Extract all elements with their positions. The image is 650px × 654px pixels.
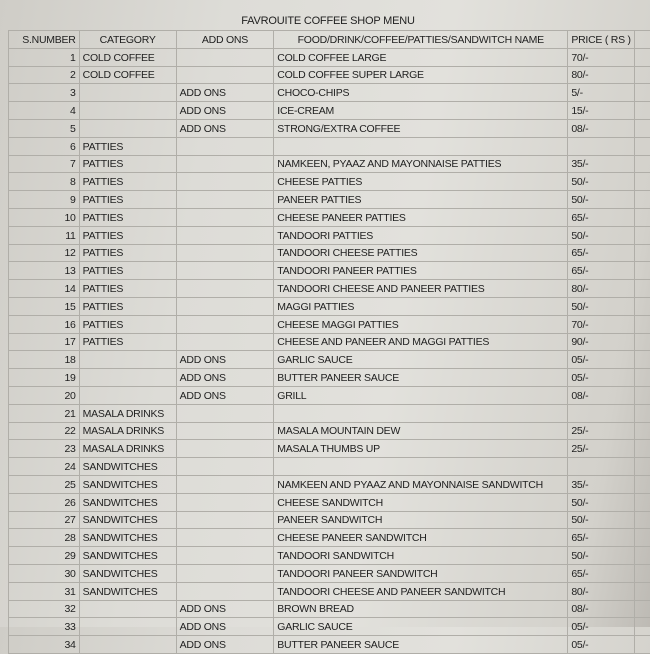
item-name-cell: MASALA MOUNTAIN DEW xyxy=(274,422,568,440)
add-ons-cell xyxy=(176,582,274,600)
category-cell: COLD COFFEE xyxy=(79,66,176,84)
price-cell xyxy=(568,137,634,155)
s-number-cell: 31 xyxy=(9,582,80,600)
category-cell: PATTIES xyxy=(79,315,176,333)
category-cell: PATTIES xyxy=(79,244,176,262)
add-ons-cell: ADD ONS xyxy=(176,386,274,404)
category-cell: PATTIES xyxy=(79,208,176,226)
item-name-cell: CHEESE PANEER PATTIES xyxy=(274,208,568,226)
table-row xyxy=(9,511,650,529)
add-ons-cell xyxy=(176,297,274,315)
table-row xyxy=(9,66,650,84)
s-number-cell: 29 xyxy=(9,547,80,565)
empty-cell xyxy=(634,511,650,529)
add-ons-cell xyxy=(176,173,274,191)
empty-cell xyxy=(634,48,650,66)
item-name-cell: NAMKEEN, PYAAZ AND MAYONNAISE PATTIES xyxy=(274,155,568,173)
header-price: PRICE ( RS ) xyxy=(568,31,634,49)
s-number-cell: 27 xyxy=(9,511,80,529)
add-ons-cell xyxy=(176,440,274,458)
table-row xyxy=(9,137,650,155)
add-ons-cell xyxy=(176,404,274,422)
category-cell: PATTIES xyxy=(79,297,176,315)
s-number-cell: 30 xyxy=(9,564,80,582)
empty-cell xyxy=(634,155,650,173)
price-cell xyxy=(568,458,634,476)
category-cell: SANDWITCHES xyxy=(79,547,176,565)
table-row xyxy=(9,315,650,333)
item-name-cell: COLD COFFEE SUPER LARGE xyxy=(274,66,568,84)
price-cell: 05/- xyxy=(568,369,634,387)
item-name-cell: NAMKEEN AND PYAAZ AND MAYONNAISE SANDWITCH xyxy=(274,475,568,493)
table-row xyxy=(9,333,650,351)
empty-cell xyxy=(634,458,650,476)
category-cell: MASALA DRINKS xyxy=(79,404,176,422)
add-ons-cell xyxy=(176,48,274,66)
price-cell: 65/- xyxy=(568,244,634,262)
s-number-cell: 4 xyxy=(9,102,80,120)
category-cell xyxy=(79,369,176,387)
s-number-cell: 17 xyxy=(9,333,80,351)
category-cell xyxy=(79,102,176,120)
table-row xyxy=(9,155,650,173)
item-name-cell: GRILL xyxy=(274,386,568,404)
empty-cell xyxy=(634,208,650,226)
table-row xyxy=(9,582,650,600)
add-ons-cell: ADD ONS xyxy=(176,636,274,654)
category-cell: SANDWITCHES xyxy=(79,493,176,511)
item-name-cell: CHEESE AND PANEER AND MAGGI PATTIES xyxy=(274,333,568,351)
category-cell: PATTIES xyxy=(79,280,176,298)
s-number-cell: 23 xyxy=(9,440,80,458)
item-name-cell: TANDOORI PATTIES xyxy=(274,226,568,244)
price-cell: 50/- xyxy=(568,173,634,191)
add-ons-cell xyxy=(176,208,274,226)
item-name-cell: PANEER SANDWITCH xyxy=(274,511,568,529)
item-name-cell: CHEESE SANDWITCH xyxy=(274,493,568,511)
item-name-cell: MASALA THUMBS UP xyxy=(274,440,568,458)
table-row xyxy=(9,226,650,244)
s-number-cell: 2 xyxy=(9,66,80,84)
menu-title: FAVROUITE COFFEE SHOP MENU xyxy=(8,12,648,31)
item-name-cell: MAGGI PATTIES xyxy=(274,297,568,315)
s-number-cell: 21 xyxy=(9,404,80,422)
s-number-cell: 1 xyxy=(9,48,80,66)
price-cell: 90/- xyxy=(568,333,634,351)
empty-cell xyxy=(634,333,650,351)
item-name-cell: ICE-CREAM xyxy=(274,102,568,120)
s-number-cell: 13 xyxy=(9,262,80,280)
s-number-cell: 26 xyxy=(9,493,80,511)
table-row xyxy=(9,244,650,262)
table-row xyxy=(9,600,650,618)
item-name-cell xyxy=(274,137,568,155)
price-cell: 5/- xyxy=(568,84,634,102)
category-cell: PATTIES xyxy=(79,333,176,351)
category-cell: PATTIES xyxy=(79,137,176,155)
empty-cell xyxy=(634,102,650,120)
empty-cell xyxy=(634,66,650,84)
add-ons-cell xyxy=(176,511,274,529)
add-ons-cell xyxy=(176,333,274,351)
price-cell: 50/- xyxy=(568,226,634,244)
category-cell xyxy=(79,600,176,618)
price-cell: 80/- xyxy=(568,280,634,298)
price-cell: 25/- xyxy=(568,440,634,458)
price-cell: 80/- xyxy=(568,582,634,600)
table-row xyxy=(9,280,650,298)
header-category: CATEGORY xyxy=(79,31,176,49)
add-ons-cell: ADD ONS xyxy=(176,600,274,618)
header-add-ons: ADD ONS xyxy=(176,31,274,49)
item-name-cell: BUTTER PANEER SAUCE xyxy=(274,369,568,387)
add-ons-cell xyxy=(176,155,274,173)
price-cell: 50/- xyxy=(568,511,634,529)
add-ons-cell xyxy=(176,422,274,440)
item-name-cell: TANDOORI CHEESE PATTIES xyxy=(274,244,568,262)
price-cell: 35/- xyxy=(568,475,634,493)
item-name-cell xyxy=(274,458,568,476)
price-cell: 50/- xyxy=(568,297,634,315)
category-cell: MASALA DRINKS xyxy=(79,422,176,440)
price-cell: 65/- xyxy=(568,564,634,582)
price-cell: 35/- xyxy=(568,155,634,173)
add-ons-cell: ADD ONS xyxy=(176,618,274,636)
table-row xyxy=(9,440,650,458)
empty-cell xyxy=(634,600,650,618)
price-cell: 70/- xyxy=(568,315,634,333)
category-cell: MASALA DRINKS xyxy=(79,440,176,458)
table-row xyxy=(9,493,650,511)
add-ons-cell xyxy=(176,191,274,209)
category-cell xyxy=(79,84,176,102)
category-cell: COLD COFFEE xyxy=(79,48,176,66)
empty-cell xyxy=(634,137,650,155)
header-item-name: FOOD/DRINK/COFFEE/PATTIES/SANDWITCH NAME xyxy=(274,31,568,49)
s-number-cell: 5 xyxy=(9,119,80,137)
empty-cell xyxy=(634,369,650,387)
price-cell: 70/- xyxy=(568,48,634,66)
item-name-cell: TANDOORI SANDWITCH xyxy=(274,547,568,565)
price-cell: 65/- xyxy=(568,262,634,280)
price-cell xyxy=(568,404,634,422)
table-row xyxy=(9,547,650,565)
s-number-cell: 32 xyxy=(9,600,80,618)
empty-cell xyxy=(634,404,650,422)
s-number-cell: 6 xyxy=(9,137,80,155)
s-number-cell: 15 xyxy=(9,297,80,315)
s-number-cell: 10 xyxy=(9,208,80,226)
empty-cell xyxy=(634,244,650,262)
table-row xyxy=(9,529,650,547)
add-ons-cell xyxy=(176,262,274,280)
empty-cell xyxy=(634,351,650,369)
price-cell: 50/- xyxy=(568,191,634,209)
price-cell: 65/- xyxy=(568,529,634,547)
s-number-cell: 34 xyxy=(9,636,80,654)
item-name-cell xyxy=(274,404,568,422)
table-row xyxy=(9,422,650,440)
table-row xyxy=(9,173,650,191)
price-cell: 65/- xyxy=(568,208,634,226)
s-number-cell: 12 xyxy=(9,244,80,262)
menu-table xyxy=(8,30,650,654)
empty-cell xyxy=(634,564,650,582)
category-cell: PATTIES xyxy=(79,173,176,191)
add-ons-cell xyxy=(176,475,274,493)
item-name-cell: TANDOORI CHEESE AND PANEER PATTIES xyxy=(274,280,568,298)
header-empty xyxy=(634,31,650,49)
header-s-number: S.NUMBER xyxy=(9,31,80,49)
add-ons-cell: ADD ONS xyxy=(176,119,274,137)
price-cell: 80/- xyxy=(568,66,634,84)
table-row xyxy=(9,458,650,476)
table-row xyxy=(9,191,650,209)
empty-cell xyxy=(634,529,650,547)
item-name-cell: PANEER PATTIES xyxy=(274,191,568,209)
category-cell xyxy=(79,351,176,369)
item-name-cell: CHEESE MAGGI PATTIES xyxy=(274,315,568,333)
category-cell: SANDWITCHES xyxy=(79,511,176,529)
s-number-cell: 16 xyxy=(9,315,80,333)
table-row xyxy=(9,636,650,654)
table-row xyxy=(9,119,650,137)
item-name-cell: BUTTER PANEER SAUCE xyxy=(274,636,568,654)
add-ons-cell: ADD ONS xyxy=(176,84,274,102)
table-row xyxy=(9,351,650,369)
table-row xyxy=(9,564,650,582)
s-number-cell: 7 xyxy=(9,155,80,173)
empty-cell xyxy=(634,475,650,493)
item-name-cell: GARLIC SAUCE xyxy=(274,618,568,636)
header-row xyxy=(9,31,650,49)
s-number-cell: 3 xyxy=(9,84,80,102)
s-number-cell: 18 xyxy=(9,351,80,369)
add-ons-cell xyxy=(176,458,274,476)
s-number-cell: 20 xyxy=(9,386,80,404)
table-row xyxy=(9,404,650,422)
add-ons-cell xyxy=(176,280,274,298)
item-name-cell: COLD COFFEE LARGE xyxy=(274,48,568,66)
add-ons-cell xyxy=(176,529,274,547)
s-number-cell: 8 xyxy=(9,173,80,191)
item-name-cell: CHEESE PATTIES xyxy=(274,173,568,191)
empty-cell xyxy=(634,173,650,191)
empty-cell xyxy=(634,315,650,333)
category-cell: SANDWITCHES xyxy=(79,582,176,600)
table-row xyxy=(9,48,650,66)
add-ons-cell xyxy=(176,564,274,582)
menu-rows xyxy=(9,48,650,653)
item-name-cell: TANDOORI CHEESE AND PANEER SANDWITCH xyxy=(274,582,568,600)
s-number-cell: 28 xyxy=(9,529,80,547)
price-cell: 15/- xyxy=(568,102,634,120)
item-name-cell: TANDOORI PANEER PATTIES xyxy=(274,262,568,280)
table-row xyxy=(9,369,650,387)
price-cell: 08/- xyxy=(568,386,634,404)
price-cell: 50/- xyxy=(568,547,634,565)
category-cell xyxy=(79,636,176,654)
category-cell: PATTIES xyxy=(79,226,176,244)
empty-cell xyxy=(634,84,650,102)
item-name-cell: GARLIC SAUCE xyxy=(274,351,568,369)
empty-cell xyxy=(634,226,650,244)
empty-cell xyxy=(634,262,650,280)
item-name-cell: STRONG/EXTRA COFFEE xyxy=(274,119,568,137)
price-cell: 25/- xyxy=(568,422,634,440)
item-name-cell: CHEESE PANEER SANDWITCH xyxy=(274,529,568,547)
category-cell: SANDWITCHES xyxy=(79,564,176,582)
add-ons-cell xyxy=(176,493,274,511)
item-name-cell: BROWN BREAD xyxy=(274,600,568,618)
add-ons-cell xyxy=(176,244,274,262)
s-number-cell: 33 xyxy=(9,618,80,636)
category-cell: PATTIES xyxy=(79,262,176,280)
category-cell xyxy=(79,119,176,137)
empty-cell xyxy=(634,440,650,458)
s-number-cell: 19 xyxy=(9,369,80,387)
price-cell: 08/- xyxy=(568,600,634,618)
empty-cell xyxy=(634,191,650,209)
add-ons-cell: ADD ONS xyxy=(176,351,274,369)
add-ons-cell xyxy=(176,315,274,333)
category-cell: SANDWITCHES xyxy=(79,529,176,547)
add-ons-cell xyxy=(176,137,274,155)
s-number-cell: 9 xyxy=(9,191,80,209)
s-number-cell: 14 xyxy=(9,280,80,298)
add-ons-cell xyxy=(176,66,274,84)
price-cell: 50/- xyxy=(568,493,634,511)
price-cell: 05/- xyxy=(568,618,634,636)
empty-cell xyxy=(634,280,650,298)
empty-cell xyxy=(634,582,650,600)
empty-cell xyxy=(634,493,650,511)
table-row xyxy=(9,386,650,404)
table-row xyxy=(9,297,650,315)
item-name-cell: TANDOORI PANEER SANDWITCH xyxy=(274,564,568,582)
add-ons-cell: ADD ONS xyxy=(176,102,274,120)
category-cell: SANDWITCHES xyxy=(79,475,176,493)
price-cell: 05/- xyxy=(568,636,634,654)
table-row xyxy=(9,102,650,120)
table-row xyxy=(9,84,650,102)
empty-cell xyxy=(634,636,650,654)
empty-cell xyxy=(634,297,650,315)
add-ons-cell xyxy=(176,226,274,244)
empty-cell xyxy=(634,386,650,404)
table-row xyxy=(9,208,650,226)
category-cell: PATTIES xyxy=(79,191,176,209)
s-number-cell: 11 xyxy=(9,226,80,244)
category-cell: PATTIES xyxy=(79,155,176,173)
s-number-cell: 24 xyxy=(9,458,80,476)
s-number-cell: 22 xyxy=(9,422,80,440)
s-number-cell: 25 xyxy=(9,475,80,493)
category-cell xyxy=(79,386,176,404)
add-ons-cell: ADD ONS xyxy=(176,369,274,387)
price-cell: 08/- xyxy=(568,119,634,137)
price-cell: 05/- xyxy=(568,351,634,369)
empty-cell xyxy=(634,547,650,565)
empty-cell xyxy=(634,422,650,440)
add-ons-cell xyxy=(176,547,274,565)
empty-cell xyxy=(634,119,650,137)
table-row xyxy=(9,262,650,280)
category-cell: SANDWITCHES xyxy=(79,458,176,476)
table-row xyxy=(9,475,650,493)
item-name-cell: CHOCO-CHIPS xyxy=(274,84,568,102)
